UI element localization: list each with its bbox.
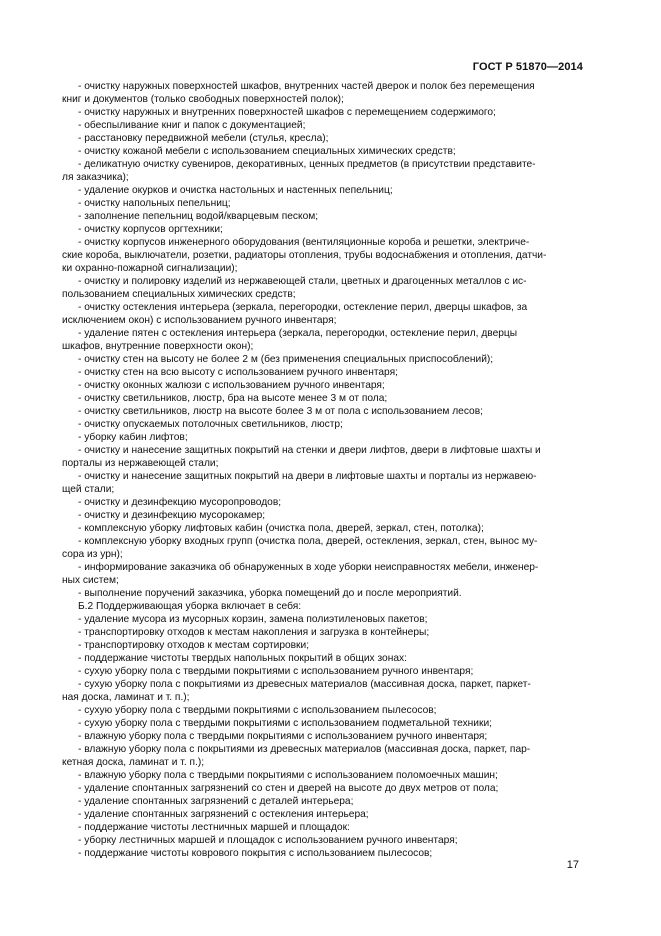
- text-line: - очистку и дезинфекцию мусоропроводов;: [78, 497, 282, 508]
- standard-header: ГОСТ Р 51870—2014: [472, 61, 583, 73]
- text-line: - сухую уборку пола с покрытиями из древесных материалов (массивная доска, паркет, паркет-: [78, 679, 531, 690]
- section-heading: Б.2 Поддерживающая уборка включает в себя:: [78, 601, 302, 612]
- text-line: - очистку корпусов оргтехники;: [78, 224, 223, 235]
- text-line: ские короба, выключатели, розетки, радиаторы отопления, трубы водоснабжения и отопления, датчи-: [62, 250, 547, 261]
- text-line: - поддержание чистоты лестничных маршей и площадок:: [78, 822, 350, 833]
- text-line: - комплексную уборку лифтовых кабин (очистка пола, дверей, зеркал, стен, потолка);: [78, 523, 484, 534]
- text-line: - очистку светильников, люстр на высоте более 3 м от пола с использованием лесов;: [78, 406, 483, 417]
- text-line: ля заказчика);: [62, 172, 129, 183]
- text-line: - заполнение пепельниц водой/кварцевым песком;: [78, 211, 319, 222]
- text-line: шкафов, внутренние поверхности окон);: [62, 341, 254, 352]
- text-line: - уборку кабин лифтов;: [78, 432, 188, 443]
- text-line: - поддержание чистоты твердых напольных покрытий в общих зонах:: [78, 653, 407, 664]
- text-line: - удаление спонтанных загрязнений с остекления интерьера;: [78, 809, 369, 820]
- text-line: - деликатную очистку сувениров, декоративных, ценных предметов (в присутствии представите-: [78, 159, 536, 170]
- text-line: - очистку и нанесение защитных покрытий на стенки и двери лифтов, двери в лифтовые шахты и: [78, 445, 541, 456]
- text-line: ная доска, ламинат и т. п.);: [62, 692, 190, 703]
- text-line: - информирование заказчика об обнаруженных в ходе уборки неисправностях мебели, инженер-: [78, 562, 539, 573]
- text-line: щей стали;: [62, 484, 115, 495]
- text-line: - очистку опускаемых потолочных светильников, люстр;: [78, 419, 343, 430]
- text-line: - очистку светильников, люстр, бра на высоте менее 3 м от пола;: [78, 393, 388, 404]
- text-line: - уборку лестничных маршей и площадок с использованием ручного инвентаря;: [78, 835, 458, 846]
- text-line: - очистку и полировку изделий из нержавеющей стали, цветных и драгоценных металлов с ис-: [78, 276, 527, 287]
- text-line: - очистку и нанесение защитных покрытий на двери в лифтовые шахты и порталы из нержавею-: [78, 471, 537, 482]
- text-line: - очистку кожаной мебели с использованием специальных химических средств;: [78, 146, 456, 157]
- text-line: - влажную уборку пола с твердыми покрытиями с использованием ручного инвентаря;: [78, 731, 488, 742]
- text-line: - расстановку передвижной мебели (стулья, кресла);: [78, 133, 329, 144]
- text-line: - очистку и дезинфекцию мусорокамер;: [78, 510, 266, 521]
- text-line: - очистку остекления интерьера (зеркала, перегородки, остекление перил, дверцы шкафов, за: [78, 302, 528, 313]
- text-line: исключением окон) с использованием ручного инвентаря;: [62, 315, 337, 326]
- text-line: книг и документов (только свободных поверхностей полок);: [62, 94, 344, 105]
- text-line: - обеспыливание книг и папок с документацией;: [78, 120, 306, 131]
- text-line: пользованием специальных химических средств;: [62, 289, 296, 300]
- text-line: - удаление спонтанных загрязнений со стен и дверей на высоте до двух метров от пола;: [78, 783, 499, 794]
- page-number: 17: [566, 859, 579, 871]
- text-line: - поддержание чистоты коврового покрытия с использованием пылесосов;: [78, 848, 433, 859]
- text-line: порталы из нержавеющей стали;: [62, 458, 219, 469]
- text-line: ных систем;: [62, 575, 119, 586]
- text-line: - удаление окурков и очистка настольных и настенных пепельниц;: [78, 185, 393, 196]
- text-line: кетная доска, ламинат и т. п.);: [62, 757, 205, 768]
- text-line: - сухую уборку пола с твердыми покрытиями с использованием подметальной техники;: [78, 718, 492, 729]
- text-line: сора из урн);: [62, 549, 123, 560]
- text-line: - очистку напольных пепельниц;: [78, 198, 231, 209]
- text-line: - влажную уборку пола с покрытиями из древесных материалов (массивная доска, паркет, пар-: [78, 744, 531, 755]
- text-line: - удаление спонтанных загрязнений с деталей интерьера;: [78, 796, 354, 807]
- text-line: - сухую уборку пола с твердыми покрытиями с использованием пылесосов;: [78, 705, 437, 716]
- text-line: - влажную уборку пола с твердыми покрытиями с использованием поломоечных машин;: [78, 770, 498, 781]
- text-line: - очистку наружных поверхностей шкафов, внутренних частей дверок и полок без перемещения: [78, 81, 535, 92]
- text-line: - очистку стен на высоту не более 2 м (без применения специальных приспособлений);: [78, 354, 494, 365]
- text-line: - транспортировку отходов к местам накопления и загрузка в контейнеры;: [78, 627, 430, 638]
- text-line: - очистку стен на всю высоту с использованием ручного инвентаря;: [78, 367, 398, 378]
- text-line: - комплексную уборку входных групп (очистка пола, дверей, остекления, зеркал, стен, вынос му-: [78, 536, 538, 547]
- text-line: - очистку корпусов инженерного оборудования (вентиляционные короба и решетки, электриче-: [78, 237, 530, 248]
- text-line: ки охранно-пожарной сигнализации);: [62, 263, 238, 274]
- text-line: - очистку наружных и внутренних поверхностей шкафов с перемещением содержимого;: [78, 107, 496, 118]
- document-body: [62, 80, 583, 860]
- text-line: - транспортировку отходов к местам сортировки;: [78, 640, 310, 651]
- text-line: - очистку оконных жалюзи с использованием ручного инвентаря;: [78, 380, 385, 391]
- text-line: - сухую уборку пола с твердыми покрытиями с использованием ручного инвентаря;: [78, 666, 474, 677]
- text-line: - удаление мусора из мусорных корзин, замена полиэтиленовых пакетов;: [78, 614, 428, 625]
- text-line: - удаление пятен с остекления интерьера (зеркала, перегородки, остекление перил, дверцы: [78, 328, 518, 339]
- text-line: - выполнение поручений заказчика, уборка помещений до и после мероприятий.: [78, 588, 462, 599]
